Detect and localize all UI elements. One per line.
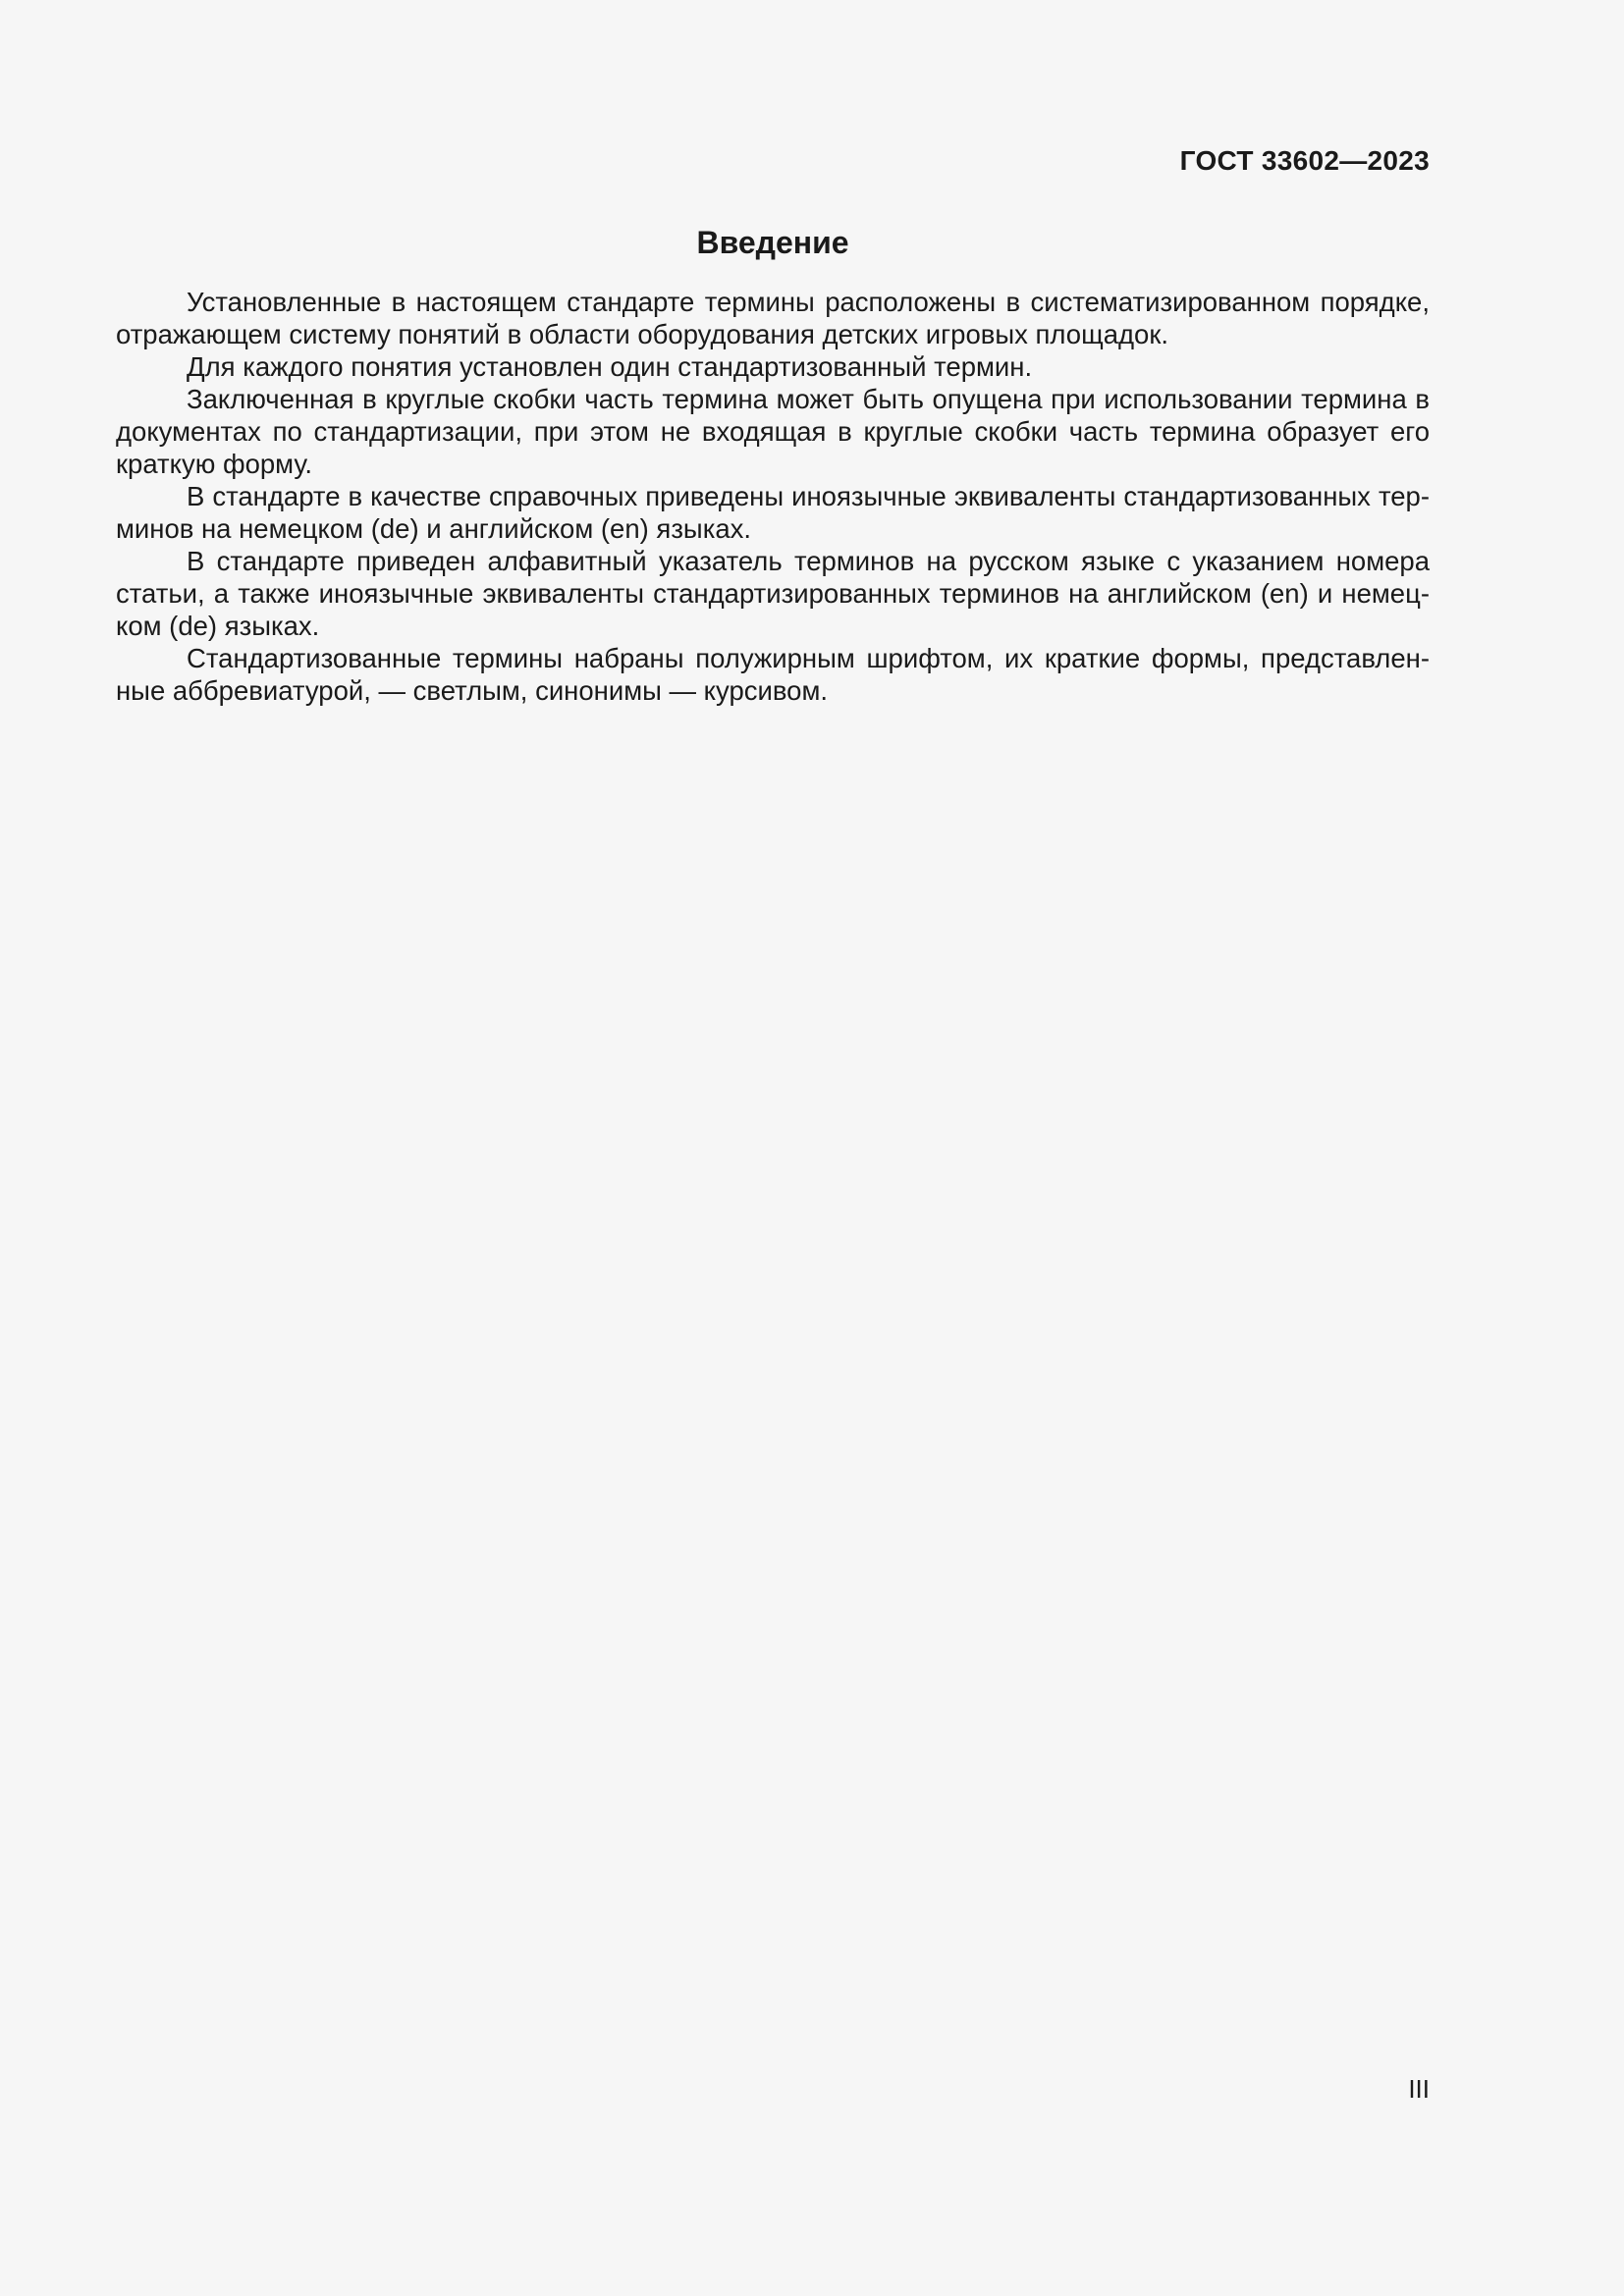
paragraph: Установленные в настоящем стандарте термины расположены в систематизированном порядке, отражающем систему понятий в области оборудования детских игровых площадок. — [116, 287, 1430, 349]
paragraph: Стандартизованные термины набраны полужирным шрифтом, их краткие формы, представленные аббревиатурой, — светлым, синонимы — курсивом. — [116, 643, 1430, 706]
standard-code: ГОСТ 33602—2023 — [1179, 145, 1430, 176]
page-number: III — [1408, 2074, 1430, 2104]
paragraph: В стандарте в качестве справочных приведены иноязычные эквиваленты стандартизованных терминов на немецком (de) и английском (en) языках. — [116, 481, 1430, 544]
paragraph: Для каждого понятия установлен один стандартизованный термин. — [187, 351, 1033, 382]
section-body — [116, 286, 1430, 707]
paragraph: Заключенная в круглые скобки часть термина может быть опущена при использовании термина в документах по стандартизации, при этом не входящая в круглые скобки часть термина образует его краткую форму. — [116, 384, 1430, 479]
section-title: Введение — [696, 225, 849, 260]
paragraph: В стандарте приведен алфавитный указатель терминов на русском языке с указанием номера статьи, а также иноязычные эквиваленты стандартизированных терминов на английском (en) и немецком (de) языках. — [116, 546, 1430, 641]
